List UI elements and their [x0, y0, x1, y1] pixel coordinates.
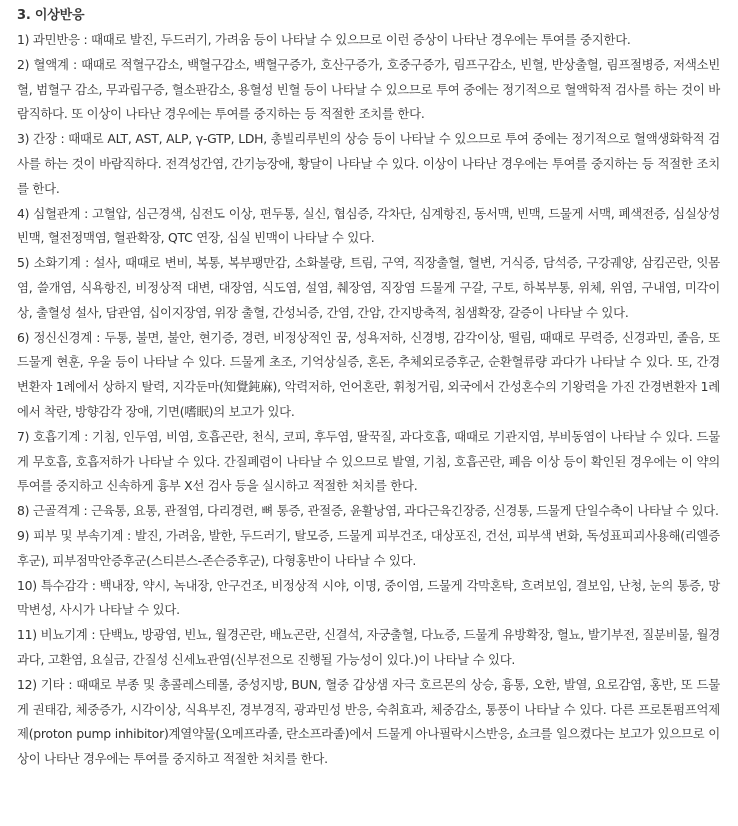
item-hematologic: 2) 혈액계 : 때때로 적혈구감소, 백혈구감소, 백혈구증가, 호산구증가, 호중구증가, 림프구감소, 빈혈, 반상출혈, 림프절병증, 저색소빈혈, 범혈구 감소, 무과립구증, 혈소판감소, 용혈성 빈혈 등이 나타날 수 있으므로 투여 중에는 정기적으로 혈액학적 검사를 하는 것이 바람직하다. 또 이상이 나타난 경우에는 투여를 중지하는 등 적절한 조치를 한다.: [17, 56, 720, 122]
item-hypersensitivity: 1) 과민반응 : 때때로 발진, 두드러기, 가려움 등이 나타날 수 있으므로 이런 증상이 나타난 경우에는 투여를 중지한다.: [17, 32, 631, 47]
section-heading: 3. 이상반응: [17, 8, 85, 23]
item-gastrointestinal: 5) 소화기계 : 설사, 때때로 변비, 복통, 복부팽만감, 소화불량, 트림, 구역, 직장출혈, 혈변, 거식증, 담석증, 구강궤양, 삼킴곤란, 잇몸염, 쓸개염, 식욕항진, 비정상적 대변, 대장염, 식도염, 설염, 췌장염, 직장염 드물게 구갈, 구토, 하복부통, 위체, 위염, 구내염, 미각이상, 출혈성 설사, 담관염, 십이지장염, 위장 출혈, 간성뇌증, 간염, 간암, 간지방축적, 침샘확장, 갈증이 나타날 수 있다.: [17, 255, 720, 320]
item-skin-appendages: 9) 피부 및 부속기계 : 발진, 가려움, 발한, 두드러기, 탈모증, 드물게 피부건조, 대상포진, 건선, 피부색 변화, 독성표피괴사용해(리엘증후군), 피부점막안증후군(스티븐스-존슨증후군), 다형홍반이 나타날 수 있다.: [17, 527, 720, 568]
item-special-senses: 10) 특수감각 : 백내장, 약시, 녹내장, 안구건조, 비정상적 시야, 이명, 중이염, 드물게 각막혼탁, 흐려보임, 결보임, 난청, 눈의 통증, 망막변성, 사시가 나타날 수 있다.: [17, 577, 720, 618]
item-neuropsychiatric: 6) 정신신경계 : 두통, 불면, 불안, 현기증, 경련, 비정상적인 꿈, 성욕저하, 신경병, 감각이상, 떨림, 때때로 무력증, 신경과민, 졸음, 또 드물게 현훈, 우울 등이 나타날 수 있다. 드물게 초조, 기억상실증, 혼돈, 추체외로증후군, 순환혈류량 과다가 나타날 수 있다. 또, 간경변환자 1례에서 상하지 탈력, 지각둔마(知覺鈍麻), 악력저하, 언어혼란, 휘청거림, 외국에서 간성혼수의 기왕력을 가진 간경변환자 1례에서 착란, 방향감각 장애, 기면(嗜眠)의 보고가 있다.: [17, 329, 720, 419]
item-other: 12) 기타 : 때때로 부종 및 총콜레스테롤, 중성지방, BUN, 혈중 갑상샘 자극 호르몬의 상승, 흉통, 오한, 발열, 요로감염, 홍반, 또 드물게 권태감, 체중증가, 시각이상, 식욕부진, 경부경직, 광과민성 반응, 숙취효과, 체중감소, 통풍이 나타날 수 있다. 다른 프로톤펌프억제제(proton pump inhibitor)계열약물(오메프라졸, 란소프라졸)에서 드물게 아나필락시스반응, 쇼크를 일으켰다는 보고가 있으므로 이상이 나타난 경우에는 투여를 중지하고 적절한 처치를 한다.: [17, 676, 720, 767]
item-musculoskeletal: 8) 근골격계 : 근육통, 요통, 관절염, 다리경련, 뼈 통증, 관절증, 윤활낭염, 과다근육긴장증, 신경통, 드물게 단일수축이 나타날 수 있다.: [17, 503, 719, 519]
item-respiratory: 7) 호흡기계 : 기침, 인두염, 비염, 호흡곤란, 천식, 코피, 후두염, 딸꾹질, 과다호흡, 때때로 기관지염, 부비동염이 나타날 수 있다. 드물게 무호흡, 호흡저하가 나타날 수 있다. 간질폐렴이 나타날 수 있으므로 발열, 기침, 호흡곤란, 폐음 이상 등이 확인된 경우에는 이 약의 투여를 중지하고 신속하게 흉부 X선 검사 등을 실시하고 적절한 처치를 한다.: [17, 428, 720, 494]
item-hepatic: 3) 간장 : 때때로 ALT, AST, ALP, γ-GTP, LDH, 총빌리루빈의 상승 등이 나타날 수 있으므로 투여 중에는 정기적으로 혈액생화학적 검사를 하는 것이 바람직하다. 전격성간염, 간기능장애, 황달이 나타날 수 있다. 이상이 나타난 경우에는 투여를 중지하는 등 적절한 조치를 한다.: [17, 131, 720, 196]
item-cardiovascular: 4) 심혈관계 : 고혈압, 심근경색, 심전도 이상, 편두통, 실신, 협심증, 각차단, 심계항진, 동서맥, 빈맥, 드물게 서맥, 폐색전증, 심실상성 빈맥, 혈전정맥염, 혈관확장, QTC 연장, 심실 빈맥이 나타날 수 있다.: [17, 205, 720, 246]
item-urogenital: 11) 비뇨기계 : 단백뇨, 방광염, 빈뇨, 월경곤란, 배뇨곤란, 신결석, 자궁출혈, 다뇨증, 드물게 유방확장, 혈뇨, 발기부전, 질분비물, 월경과다, 고환염, 요실금, 간질성 신세뇨관염(신부전으로 진행될 가능성이 있다.)이 나타날 수 있다.: [17, 627, 720, 667]
